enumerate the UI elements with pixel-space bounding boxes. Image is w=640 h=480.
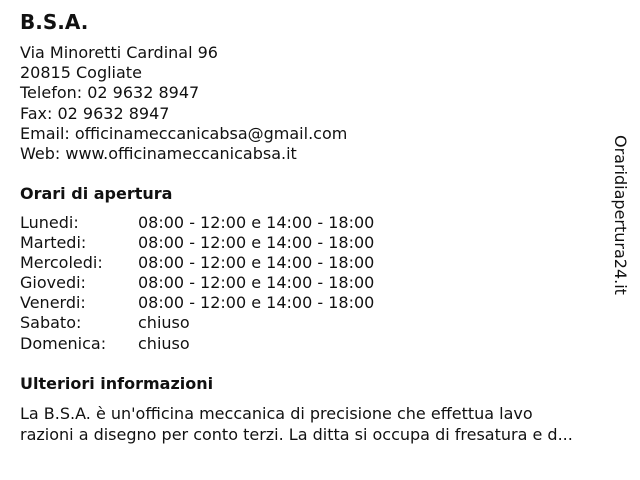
day-label: Domenica: [20,333,107,353]
further-info-line: razioni a disegno per conto terzi. La ditta si occupa di fresatura e d... [20,424,573,444]
day-hours: 08:00 - 12:00 e 14:00 - 18:00 [138,293,375,313]
phone-line: Telefon: 02 9632 8947 [20,83,200,103]
day-hours: chiuso [138,333,190,353]
day-hours: 08:00 - 12:00 e 14:00 - 18:00 [138,213,375,232]
site-watermark: Oraridiapertura24.it [611,135,630,295]
day-hours: 08:00 - 12:00 e 14:00 - 18:00 [138,253,375,273]
day-label: Sabato: [20,313,82,333]
further-info-heading: Ulteriori informazioni [20,374,214,393]
address-city: 20815 Cogliate [20,63,142,83]
web-line: Web: www.officinameccanicabsa.it [20,144,297,164]
day-label: Giovedi: [20,273,86,293]
company-name: B.S.A. [20,10,89,34]
further-info-text [20,404,624,445]
contact-block [20,43,347,164]
day-label: Lunedi: [20,213,79,232]
address-street: Via Minoretti Cardinal 96 [20,43,218,62]
day-label: Mercoledi: [20,253,103,273]
opening-hours-heading: Orari di apertura [20,184,173,203]
day-hours: 08:00 - 12:00 e 14:00 - 18:00 [138,273,375,293]
day-hours: chiuso [138,313,190,333]
day-label: Martedi: [20,233,87,253]
day-label: Venerdi: [20,293,86,313]
day-hours: 08:00 - 12:00 e 14:00 - 18:00 [138,233,375,253]
fax-line: Fax: 02 9632 8947 [20,103,170,123]
further-info-line: La B.S.A. è un'officina meccanica di precisione che effettua lavo [20,404,533,423]
email-line: Email: officinameccanicabsa@gmail.com [20,123,348,143]
